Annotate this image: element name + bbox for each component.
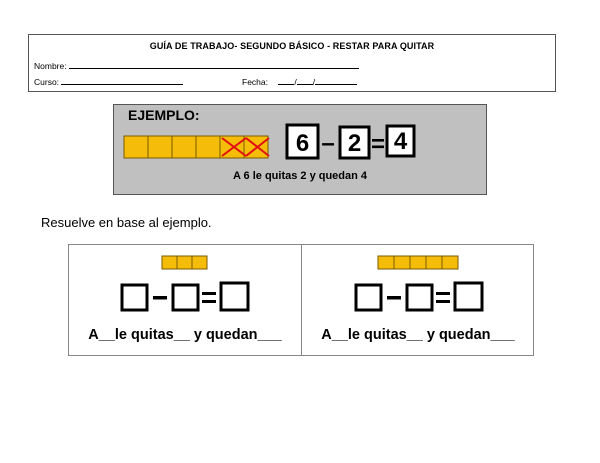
exercise-panel-2 <box>302 245 534 355</box>
equals-sign <box>436 292 450 295</box>
exercise-equation-1 <box>122 283 248 310</box>
example-cell <box>124 136 148 158</box>
exercise-box <box>68 244 534 356</box>
name-row <box>34 59 359 71</box>
example-cell <box>196 136 220 158</box>
name-field[interactable] <box>69 59 359 69</box>
subtrahend-value: 2 <box>347 130 362 157</box>
exercise-figure-1 <box>69 245 301 325</box>
date-separator: / <box>312 77 316 87</box>
exercise-cell <box>426 256 442 269</box>
exercise-sentence: A__le quitas__ y quedan___ <box>321 327 515 343</box>
answer-box[interactable] <box>173 285 198 310</box>
date-day-field[interactable] <box>278 75 297 87</box>
date-month-field[interactable] <box>297 75 316 87</box>
equals-sign <box>436 300 450 303</box>
answer-box[interactable] <box>122 285 147 310</box>
example-figure <box>114 105 488 196</box>
example-label: EJEMPLO: <box>128 107 200 123</box>
name-label: Nombre: <box>34 61 67 71</box>
answer-box[interactable] <box>356 285 381 310</box>
exercise-figure-2 <box>302 245 534 325</box>
equals-sign <box>202 292 216 295</box>
exercise-cell <box>410 256 426 269</box>
header-box <box>28 34 556 92</box>
exercise-cell <box>162 256 177 269</box>
example-box <box>113 104 487 195</box>
minus-sign <box>387 296 401 300</box>
equals-sign: = <box>370 131 386 158</box>
answer-box[interactable] <box>455 283 482 310</box>
exercise-cell <box>394 256 410 269</box>
course-field[interactable] <box>61 75 183 85</box>
answer-box[interactable] <box>221 283 248 310</box>
exercise-equation-2 <box>356 283 482 310</box>
exercise-cell <box>192 256 207 269</box>
example-cell <box>148 136 172 158</box>
date-separator: / <box>294 77 297 87</box>
course-row <box>34 75 183 87</box>
date-row <box>242 75 357 87</box>
exercise-cells-2 <box>378 256 458 269</box>
date-label: Fecha: <box>242 77 268 87</box>
answer-box[interactable] <box>407 285 432 310</box>
example-cells <box>124 136 269 158</box>
course-label: Curso: <box>34 77 60 87</box>
minus-sign <box>153 296 167 300</box>
exercise-cells-1 <box>162 256 207 269</box>
minus-sign: – <box>321 130 335 157</box>
exercise-cell <box>378 256 394 269</box>
minuend-value: 6 <box>295 130 310 157</box>
exercise-cell <box>177 256 192 269</box>
equals-sign <box>202 300 216 303</box>
result-value: 4 <box>393 128 408 155</box>
exercise-cell <box>442 256 458 269</box>
worksheet-title: GUÍA DE TRABAJO- SEGUNDO BÁSICO - RESTAR PARA QUITAR <box>149 41 435 51</box>
exercise-panel-1 <box>69 245 301 355</box>
date-year-field[interactable] <box>312 75 357 87</box>
example-equation <box>287 125 414 158</box>
example-cell <box>172 136 196 158</box>
example-caption: A 6 le quitas 2 y quedan 4 <box>232 170 368 182</box>
instruction-text: Resuelve en base al ejemplo. <box>41 215 212 230</box>
exercise-sentence: A__le quitas__ y quedan___ <box>88 327 282 343</box>
